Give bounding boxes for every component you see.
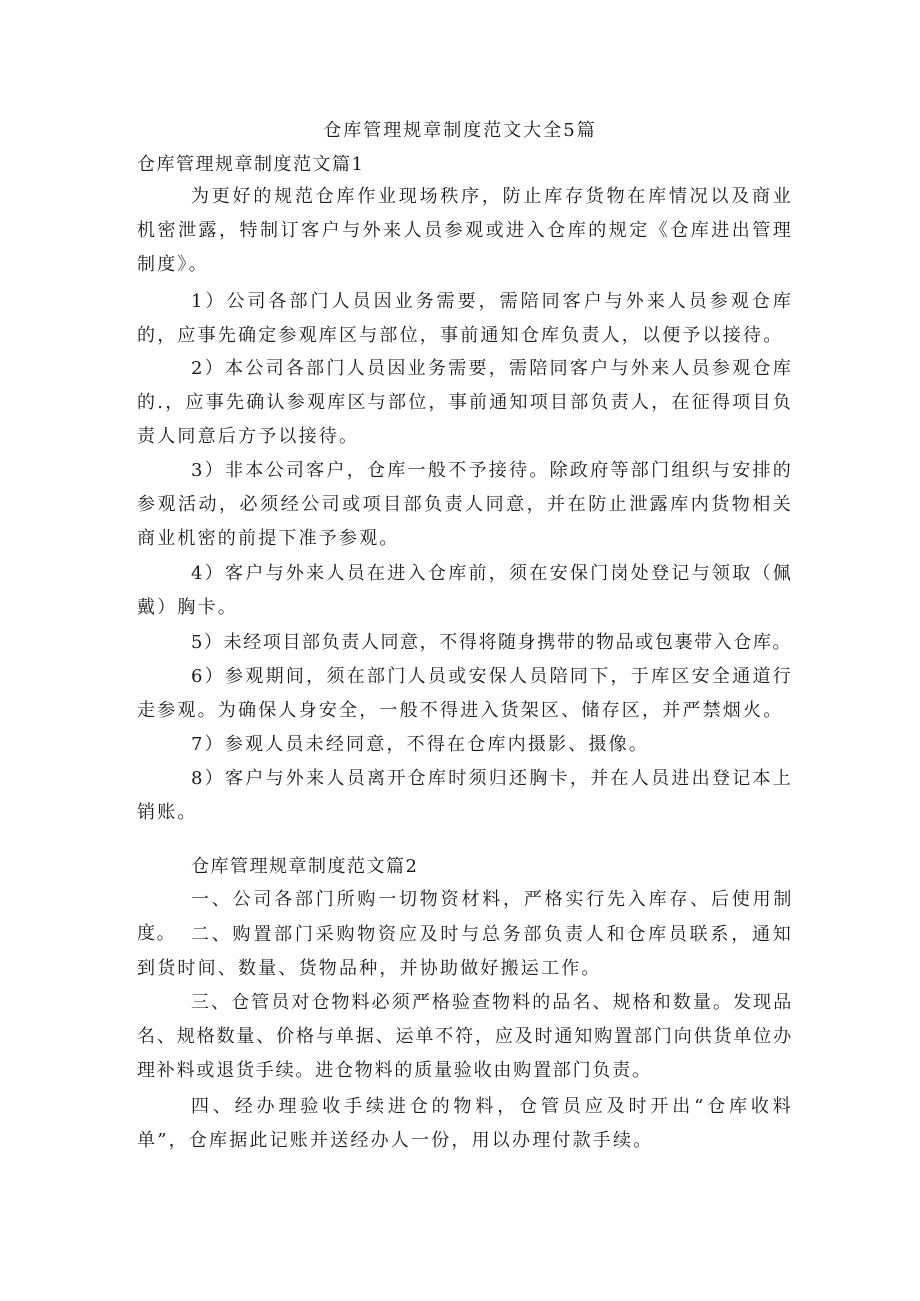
paragraph: 5）未经项目部负责人同意，不得将随身携带的物品或包裹带入仓库。 xyxy=(191,632,793,653)
paragraph: 三、仓管员对仓物料必须严格验查物料的品名、规格和数量。发现品名、规格数量、价格与单据、运单不符，应及时通知购置部门向供货单位办理补料或退货手续。进仓物料的质量验收由购置部门负责。 xyxy=(137,992,793,1081)
section-heading-2: 仓库管理规章制度范文篇2 xyxy=(191,856,419,877)
paragraph: 四、经办理验收手续进仓的物料，仓管员应及时开出“仓库收料单”，仓库据此记账并送经办人一份，用以办理付款手续。 xyxy=(137,1096,793,1151)
paragraph: 2）本公司各部门人员因业务需要，需陪同客户与外来人员参观仓库的.，应事先确认参观库区与部位，事前通知项目部负责人，在征得项目负责人同意后方予以接待。 xyxy=(137,358,793,447)
paragraph: 1）公司各部门人员因业务需要，需陪同客户与外来人员参观仓库的，应事先确定参观库区与部位，事前通知仓库负责人，以便予以接待。 xyxy=(137,291,793,346)
paragraph: 8）客户与外来人员离开仓库时须归还胸卡，并在人员进出登记本上销账。 xyxy=(137,768,793,823)
paragraph: 7）参观人员未经同意，不得在仓库内摄影、摄像。 xyxy=(191,734,650,755)
document-title: 仓库管理规章制度范文大全5篇 xyxy=(323,120,597,141)
paragraph: 一、公司各部门所购一切物资材料，严格实行先入库存、后使用制度。 xyxy=(137,889,793,944)
paragraph: 3）非本公司客户，仓库一般不予接待。除政府等部门组织与安排的参观活动，必须经公司或项目部负责人同意，并在防止泄露库内货物相关商业机密的前提下准予参观。 xyxy=(137,460,793,549)
section-heading-1: 仓库管理规章制度范文篇1 xyxy=(137,154,365,175)
paragraph: 为更好的规范仓库作业现场秩序，防止库存货物在库情况以及商业机密泄露，特制订客户与外来人员参观或进入仓库的规定《仓库进出管理制度》。 xyxy=(137,186,793,275)
paragraph: 4）客户与外来人员在进入仓库前，须在安保门岗处登记与领取（佩戴）胸卡。 xyxy=(137,563,793,618)
paragraph: 二、购置部门采购物资应及时与总务部负责人和仓库员联系，通知到货时间、数量、货物品种，并协助做好搬运工作。 xyxy=(137,924,793,979)
paragraph: 6）参观期间，须在部门人员或安保人员陪同下，于库区安全通道行走参观。为确保人身安全，一般不得进入货架区、储存区，并严禁烟火。 xyxy=(137,666,793,721)
